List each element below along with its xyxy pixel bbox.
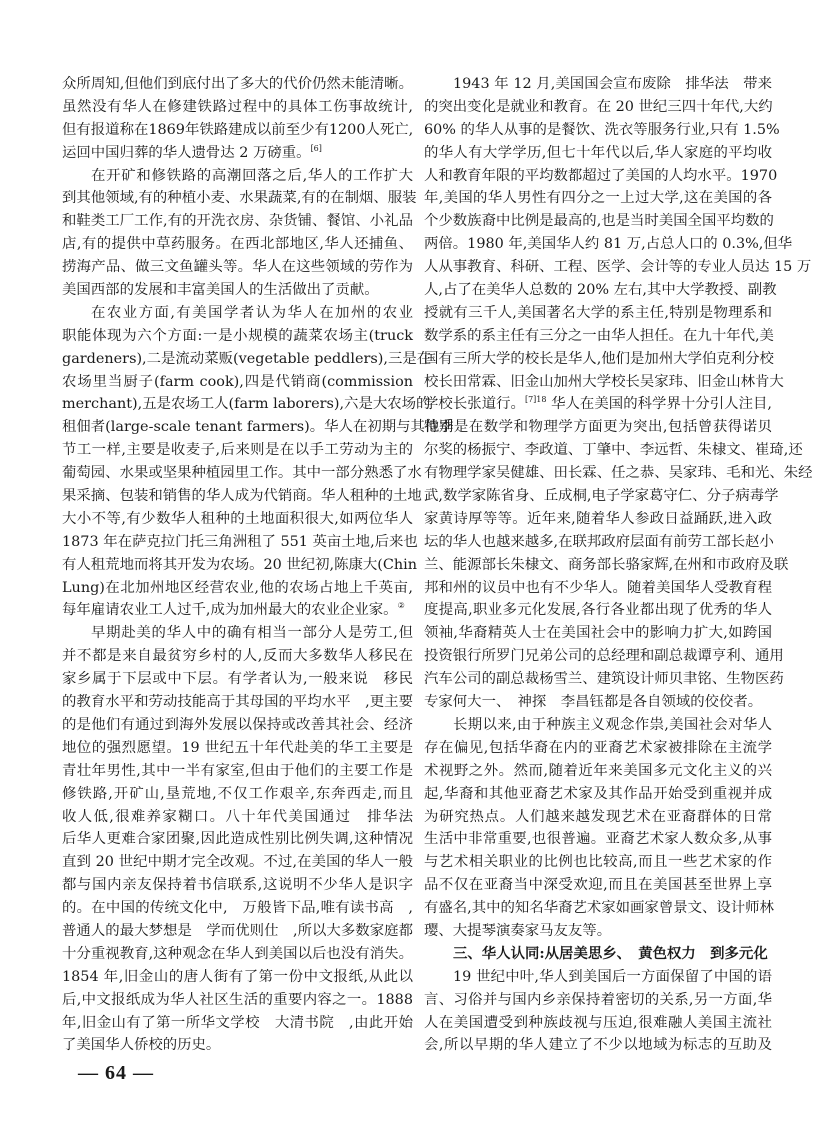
- text-line: 家黄诗厚等等。近年来,随着华人参政日益踊跃,进入政: [424, 510, 772, 527]
- text-line: 葡萄园、水果或坚果种植园里工作。其中一部分熟悉了水: [62, 465, 422, 482]
- section-heading: [424, 943, 772, 966]
- text-line: 兰、能源部长朱棣文、商务部长骆家辉,在州和市政府及联: [424, 556, 789, 573]
- text-line: 数学系的系主任有三分之一由华人担任。在九十年代,美: [424, 327, 774, 344]
- text-line: 职能体现为六个方面:一是小规模的蔬菜农场主(truck: [62, 327, 413, 344]
- text-line: merchant),五是农场工人(farm laborers),六是大农场的: [62, 396, 431, 413]
- text-line: 投资银行所罗门兄弟公司的总经理和副总裁谭亨利、通用: [424, 648, 784, 665]
- text-line: [62, 142, 413, 165]
- paragraph: [424, 73, 813, 714]
- text-line: 的教育水平和劳动技能高于其母国的平均水平 ,更主要: [62, 694, 413, 711]
- line-text: 学校长张道行。: [424, 396, 525, 413]
- text-line: 为研究热点。人们越来越发现艺术在亚裔群体的日常: [424, 808, 772, 825]
- text-line: 专家何大一、 神探 李昌钰都是各自领域的佼佼者。: [424, 694, 763, 711]
- text-line: 捞海产品、做三文鱼罐头等。华人在这些领域的劳作为: [62, 259, 413, 276]
- line-text: 运回中国归葬的华人遗骨达 2 万磅重。: [62, 144, 311, 161]
- left-text-column: [62, 73, 454, 1057]
- line-text: 每年雇请农业工人过千,成为加州最大的农业企业家。: [62, 602, 398, 619]
- citation-marker: [6]: [310, 143, 322, 153]
- text-line: 起,华裔和其他亚裔艺术家及其作品开始受到重视并成: [424, 785, 772, 802]
- text-line: 人,占了在美华人总数的 20% 左右,其中大学教授、副教: [424, 282, 777, 299]
- text-line: 领袖,华裔精英人士在美国社会中的影响力扩大,如跨国: [424, 625, 772, 642]
- text-line: 十分重视教育,这种观念在华人到美国以后也没有消失。: [62, 945, 413, 962]
- right-text-column: [424, 73, 813, 1057]
- text-line: 农场里当厨子(farm cook),四是代销商(commission: [62, 373, 413, 390]
- text-line: 都与国内亲友保持着书信联系,这说明不少华人是识字: [62, 877, 413, 894]
- paragraph: [62, 165, 417, 302]
- text-line: 到其他领域,有的种植小麦、水果蔬菜,有的在制烟、服装: [62, 190, 417, 207]
- text-line: 的。在中国的传统文化中, 万般皆下品,唯有读书高 ,: [62, 900, 413, 917]
- text-line: 会,所以早期的华人建立了不少以地域为标志的互助及: [424, 1037, 772, 1054]
- text-line: 家乡属于下层或中下层。有学者认为,一般来说 移民: [62, 671, 413, 688]
- text-line: 在开矿和修铁路的高潮回落之后,华人的工作扩大: [91, 167, 413, 184]
- text-line: 年,美国的华人男性有四分之一上过大学,这在美国的各: [424, 190, 772, 207]
- text-line: 青壮年男性,其中一半有家室,但由于他们的主要工作是: [62, 762, 413, 779]
- page-number: — 64 —: [78, 1062, 154, 1084]
- text-line: 1854 年,旧金山的唐人街有了第一份中文报纸,从此以: [62, 968, 413, 985]
- paragraph: [424, 714, 772, 943]
- text-line: 的是他们有通过到海外发展以保持或改善其社会、经济: [62, 716, 413, 733]
- text-line: 收人低,很难养家糊口。八十年代美国通过 排华法: [62, 808, 413, 825]
- text-line: 个少数族裔中比例是最高的,也是当时美国全国平均数的: [424, 213, 774, 230]
- text-line: 坛的华人也越来越多,在联邦政府层面有前劳工部长赵小: [424, 533, 774, 550]
- text-line: 术视野之外。然而,随着近年来美国多元文化主义的兴: [424, 762, 772, 779]
- text-line: 授就有三千人,美国著名大学的系主任,特别是物理系和: [424, 304, 772, 321]
- text-line: 与艺术相关职业的比例也比较高,而且一些艺术家的作: [424, 854, 772, 871]
- text-line: 60% 的华人从事的是餐饮、洗衣等服务行业,只有 1.5%: [424, 121, 780, 138]
- text-line: 校长田常霖、旧金山加州大学校长吴家玮、旧金山林肯大: [424, 373, 784, 390]
- text-line: 店,有的提供中草药服务。在西北部地区,华人还捕鱼、: [62, 236, 413, 253]
- text-line: Lung)在北加州地区经营农业,他的农场占地上千英亩,: [62, 579, 413, 596]
- text-line: [62, 599, 413, 622]
- text-line: 众所周知,但他们到底付出了多大的代价仍然未能清晰。: [62, 76, 413, 92]
- text-line: 言、习俗并与国内乡亲保持着密切的关系,另一方面,华: [424, 991, 772, 1008]
- text-line: 19 世纪中叶,华人到美国后一方面保留了中国的语: [453, 968, 772, 985]
- text-line: 修铁路,开矿山,垦荒地,不仅工作艰辛,东奔西走,而且: [62, 785, 413, 802]
- text-line: 邦和州的议员中也有不少华人。随着美国华人受教育程: [424, 579, 772, 596]
- text-line: 有物理学家吴健雄、田长霖、任之恭、吴家玮、毛和光、朱经: [424, 465, 813, 482]
- text-line: 人和教育年限的平均数都超过了美国的人均水平。1970: [424, 167, 778, 184]
- text-line: 和鞋类工厂工作,有的开洗衣房、杂货铺、餐馆、小礼品: [62, 213, 413, 230]
- text-line: 并不都是来自最贫穷乡村的人,反而大多数华人移民在: [62, 648, 413, 665]
- text-line: 两倍。1980 年,美国华人约 81 万,占总人口的 0.3%,但华: [424, 236, 793, 253]
- text-line: 有人租荒地而将其开发为农场。20 世纪初,陈康大(Chin: [62, 556, 418, 573]
- text-line: 生活中非常重要,也很普遍。亚裔艺术家人数众多,从事: [424, 831, 772, 848]
- citation-marker: [7]18: [524, 395, 547, 405]
- text-line: 美国西部的发展和丰富美国人的生活做出了贡献。: [62, 282, 379, 299]
- paragraph: [62, 302, 454, 622]
- text-line: 的华人有大学学历,但七十年代以后,华人家庭的平均收: [424, 144, 772, 161]
- line-text: 华人在美国的科学界十分引人注目,: [546, 396, 772, 413]
- text-line: 大小不等,有少数华人租种的土地面积很大,如两位华人: [62, 510, 413, 527]
- text-line: 人在美国遭受到种族歧视与压迫,很难融人美国主流社: [424, 1014, 772, 1031]
- text-line: 有盛名,其中的知名华裔艺术家如画家曾景文、设计师林: [424, 900, 774, 917]
- text-line: 三、华人认同:从居美思乡、 黄色权力 到多元化: [453, 944, 768, 962]
- text-line: [424, 393, 772, 416]
- text-line: 璎、大提琴演奏家马友友等。: [424, 922, 612, 939]
- text-line: 在农业方面,有美国学者认为华人在加州的农业: [91, 304, 413, 321]
- text-line: 但有报道称在1869年铁路建成以前至少有1200人死亡,: [62, 121, 414, 138]
- text-line: 地位的强烈愿望。19 世纪五十年代赴美的华工主要是: [62, 739, 413, 756]
- text-line: 早期赴美的华人中的确有相当一部分人是劳工,但: [91, 625, 413, 642]
- text-line: 度提高,职业多元化发展,各行各业都出现了优秀的华人: [424, 602, 772, 619]
- text-line: 了美国华人侨校的历史。: [62, 1037, 221, 1054]
- text-line: 租佃者(large-scale tenant farmers)。华人在初期与其他季: [62, 419, 454, 436]
- text-line: 节工一样,主要是收麦子,后来则是在以手工劳动为主的: [62, 442, 413, 459]
- paragraph: [62, 622, 413, 1057]
- text-line: 国有三所大学的校长是华人,他们是加州大学伯克利分校: [424, 350, 774, 367]
- text-line: 果采摘、包装和销售的华人成为代销商。华人租种的土地: [62, 488, 422, 505]
- text-line: 品不仅在亚裔当中深受欢迎,而且在美国甚至世界上享: [424, 877, 772, 894]
- text-line: 尔奖的杨振宁、李政道、丁肇中、李远哲、朱棣文、崔琦,还: [424, 442, 803, 459]
- text-line: gardeners),二是流动菜贩(vegetable peddlers),三是在: [62, 350, 432, 367]
- text-line: 后,中文报纸成为华人社区生活的重要内容之一。1888: [62, 991, 413, 1008]
- paragraph: [62, 73, 413, 165]
- text-line: 存在偏见,包括华裔在内的亚裔艺术家被排除在主流学: [424, 739, 772, 756]
- text-line: 武,数学家陈省身、丘成桐,电子学家葛守仁、分子病毒学: [424, 488, 779, 505]
- text-line: 直到 20 世纪中期才完全改观。不过,在美国的华人一般: [62, 854, 413, 871]
- text-line: 虽然没有华人在修建铁路过程中的具体工伤事故统计,: [62, 98, 413, 115]
- text-line: 长期以来,由于种族主义观念作祟,美国社会对华人: [453, 716, 772, 733]
- citation-marker: ②: [397, 601, 405, 611]
- text-line: 汽车公司的副总裁杨雪兰、建筑设计师贝聿铭、生物医药: [424, 671, 784, 688]
- text-line: 特别是在数学和物理学方面更为突出,包括曾获得诺贝: [424, 419, 772, 436]
- text-line: 后华人更难合家团聚,因此造成性别比例失调,这种情况: [62, 831, 413, 848]
- text-line: 1943 年 12 月,美国国会宣布废除 排华法 带来: [453, 76, 772, 92]
- text-line: 1873 年在萨克拉门托三角洲租了 551 英亩土地,后来也: [62, 533, 418, 550]
- paragraph: [424, 966, 772, 1058]
- text-line: 普通人的最大梦想是 学而优则仕 ,所以大多数家庭都: [62, 922, 413, 939]
- text-line: 人从事教育、科研、工程、医学、会计等的专业人员达 15 万: [424, 259, 812, 276]
- text-line: 的突出变化是就业和教育。在 20 世纪三四十年代,大约: [424, 98, 773, 115]
- text-line: 年,旧金山有了第一所华文学校 大清书院 ,由此开始: [62, 1014, 413, 1031]
